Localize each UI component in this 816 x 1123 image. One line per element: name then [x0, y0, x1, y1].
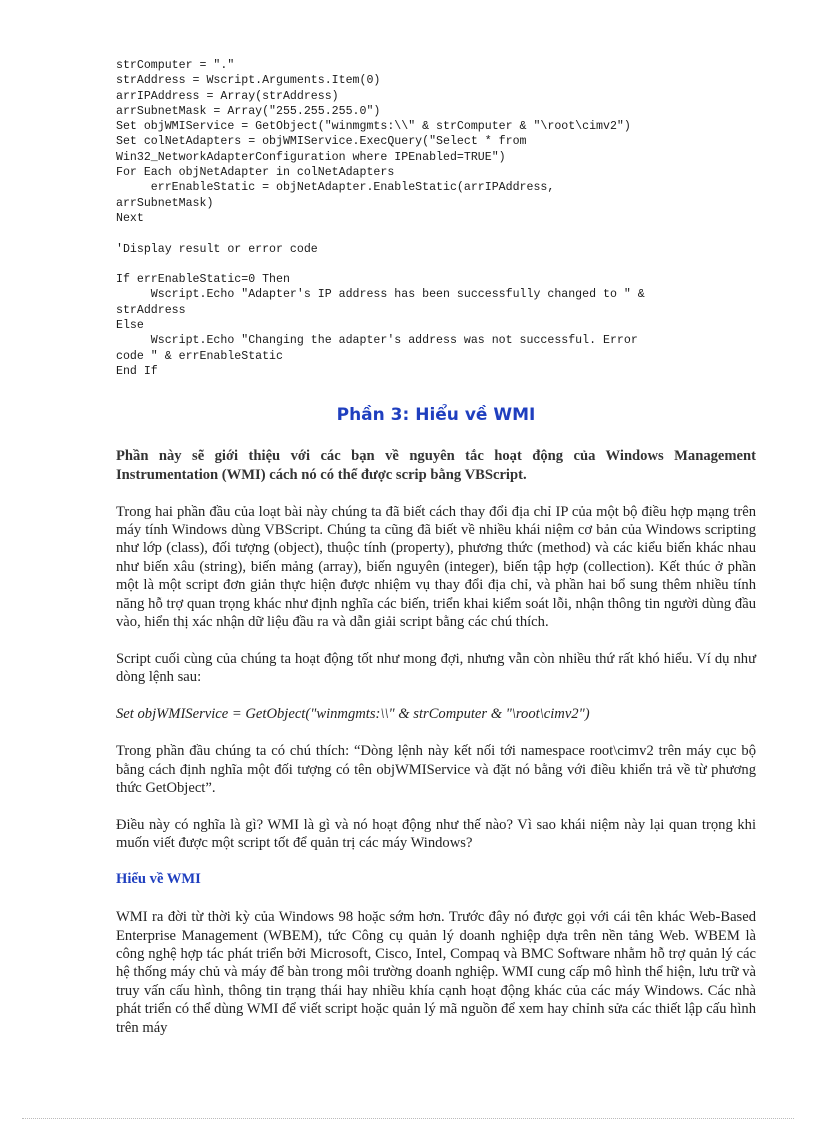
code-quote-line: Set objWMIService = GetObject("winmgmts:\\" & strComputer & "\root\cimv2") [116, 706, 590, 723]
code-line: Win32_NetworkAdapterConfiguration where IPEnabled=TRUE") [116, 150, 506, 164]
code-line: arrSubnetMask = Array("255.255.255.0") [116, 104, 381, 118]
code-line: If errEnableStatic=0 Then [116, 273, 290, 287]
body-paragraph: Trong phần đầu chúng ta có chú thích: “Dòng lệnh này kết nối tới namespace root\cimv2 trên máy cục bộ bằng cách định nghĩa một đối tượng có tên objWMIService và đặt nó bằng với điều khiển trả về từ phương thức GetObject”. [116, 743, 756, 796]
code-line: arrIPAddress = Array(strAddress) [116, 89, 339, 103]
section-heading: Phần 3: Hiểu về WMI [336, 405, 536, 426]
code-block [116, 58, 756, 379]
body-paragraph: Trong hai phần đầu của loạt bài này chúng ta đã biết cách thay đổi địa chỉ IP của một bộ điều hợp mạng trên máy tính Windows dùng VBScript. Chúng ta cũng đã biết về nhiều khái niệm cơ bản của Windows scripting như lớp (class), đối tượng (object), thuộc tính (property), phương thức (method) và các kiểu biến khác nhau như biến xâu (string), biến mảng (array), biến nguyên (integer), biến tập hợp (collection). Kết thúc ở phần một là một script đơn giản thực hiện được nhiệm vụ thay đổi địa chỉ, và phần hai bổ sung thêm nhiều tính năng hỗ trợ quan trọng khác như định nghĩa các biến, triển khai kiểm soát lỗi, nhận thông tin người dùng đầu vào, hiển thị xác nhận dữ liệu đầu ra và dẫn giải script bằng các chú thích. [116, 503, 756, 630]
body-paragraph: WMI ra đời từ thời kỳ của Windows 98 hoặc sớm hơn. Trước đây nó được gọi với cái tên khác Web-Based Enterprise Management (WBEM), tức Công cụ quản lý doanh nghiệp dựa trên nền tảng Web. WBEM là công nghệ hợp tác phát triển bởi Microsoft, Cisco, Intel, Compaq và BMC Software nhằm hỗ trợ quản lý các hệ thống máy chủ và máy để bàn trong môi trường doanh nghiệp. WMI cung cấp mô hình thể hiện, lưu trữ và truy vấn cấu hình, thông tin trạng thái hay nhiều khía cạnh hoạt động khác của các máy Windows. Các nhà phát triển có thể dùng WMI để viết script hoặc quản lý mã nguồn để xem hay chỉnh sửa các thiết lập cấu hình trên máy [116, 909, 756, 1036]
code-line [116, 226, 756, 241]
code-line: End If [116, 364, 158, 378]
body-paragraph: Điều này có nghĩa là gì? WMI là gì và nó hoạt động như thế nào? Vì sao khái niệm này lại quan trọng khi muốn viết được một script tốt để quản trị các máy Windows? [116, 816, 756, 852]
code-line: strComputer = "." [116, 59, 235, 72]
code-line: Next [116, 211, 144, 225]
document-page [116, 58, 756, 1055]
code-line: Wscript.Echo "Adapter's IP address has been successfully changed to " & [116, 288, 645, 302]
code-line: strAddress [116, 303, 186, 317]
code-line: errEnableStatic = objNetAdapter.EnableStatic(arrIPAddress, [116, 181, 555, 195]
code-line [116, 257, 756, 272]
footer-divider [22, 1118, 794, 1119]
code-line: 'Display result or error code [116, 242, 318, 256]
code-line: Set objWMIService = GetObject("winmgmts:\\" & strComputer & "\root\cimv2") [116, 120, 631, 134]
code-line: Else [116, 319, 144, 333]
intro-paragraph: Phần này sẽ giới thiệu với các bạn về nguyên tắc hoạt động của Windows Management Instrumentation (WMI) cách nó có thể được scrip bằng VBScript. [116, 448, 756, 483]
code-line: strAddress = Wscript.Arguments.Item(0) [116, 74, 381, 88]
code-line: code " & errEnableStatic [116, 349, 283, 363]
code-line: Set colNetAdapters = objWMIService.ExecQuery("Select * from [116, 135, 527, 149]
code-line: For Each objNetAdapter in colNetAdapters [116, 166, 395, 180]
body-paragraph: Script cuối cùng của chúng ta hoạt động tốt như mong đợi, nhưng vẫn còn nhiều thứ rất khó hiểu. Ví dụ như dòng lệnh sau: [116, 650, 756, 686]
code-line: arrSubnetMask) [116, 196, 214, 210]
code-line: Wscript.Echo "Changing the adapter's address was not successful. Error [116, 334, 638, 348]
subheading: Hiểu về WMI [116, 871, 201, 888]
